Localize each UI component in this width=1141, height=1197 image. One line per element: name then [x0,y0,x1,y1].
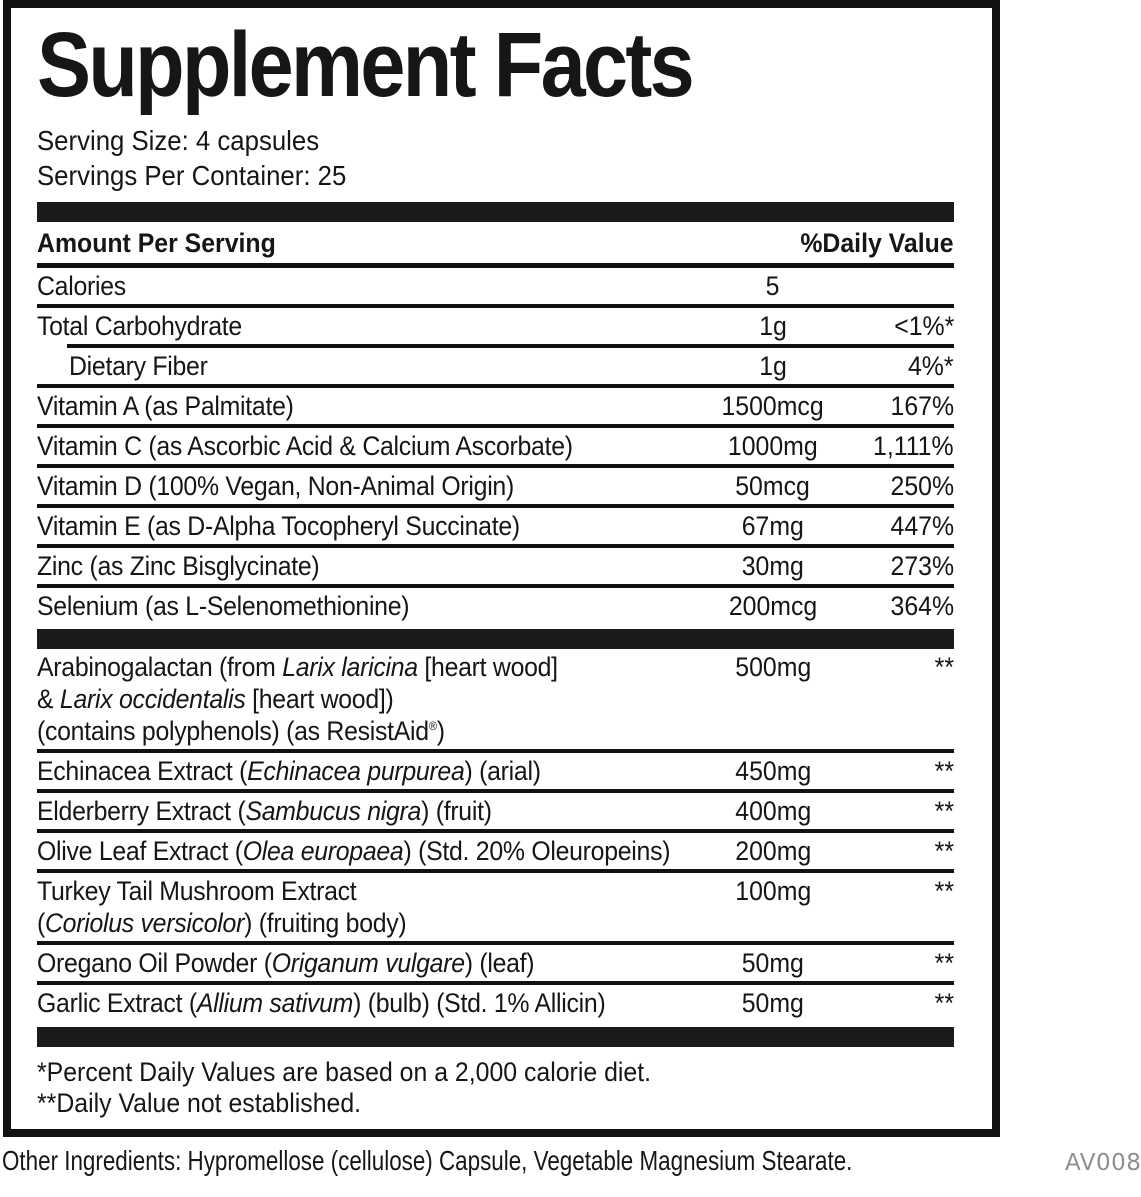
amount-value: 1500mcg [721,391,825,422]
table-row [37,753,954,789]
table-row [37,649,954,749]
ingredient-name-line: Dietary Fiber [69,351,208,382]
daily-value: ** [934,948,954,979]
product-code: AV008 [1065,1150,1141,1177]
amount-value: 50mg [741,948,805,979]
ingredient-name [37,651,683,747]
amount-value: 450mg [735,756,811,787]
table-header [37,222,954,268]
ingredient-name-line: Olive Leaf Extract (Olea europaea) (Std. 20% Oleuropeins) [37,836,671,867]
daily-value: 273% [890,551,954,582]
ingredient-name-line: Calories [37,271,126,302]
ingredient-name-line: Oregano Oil Powder (Origanum vulgare) (leaf) [37,948,535,979]
ingredient-name-line: Vitamin E (as D-Alpha Tocopheryl Succinate) [37,511,520,542]
ingredient-name [37,390,683,422]
amount-value: 400mg [735,796,811,827]
ingredient-name [37,310,683,342]
serving-info [37,123,954,193]
ingredient-name-line: Zinc (as Zinc Bisglycinate) [37,551,320,582]
servings-per-container: Servings Per Container: 25 [37,160,347,192]
ingredient-name [37,550,683,582]
amount-value: 50mg [741,988,805,1019]
amount-value: 5 [766,271,780,302]
table-row [37,428,954,464]
ingredient-name-line: Arabinogalactan (from Larix laricina [heart wood] [37,652,558,683]
table-row [37,793,954,829]
daily-value: <1%* [893,311,954,342]
other-ingredients-line [0,1137,1141,1179]
amount-value: 30mg [741,551,805,582]
daily-value: 167% [890,391,954,422]
separator-bar-middle [37,629,954,649]
amount-value: 67mg [741,511,805,542]
daily-value: 447% [890,511,954,542]
ingredient-name-line: Echinacea Extract (Echinacea purpurea) (arial) [37,756,541,787]
table-row [37,508,954,544]
ingredient-name-line: Garlic Extract (Allium sativum) (bulb) (Std. 1% Allicin) [37,988,606,1019]
table-row [37,873,954,941]
botanicals-section [37,649,954,1021]
ingredient-name-line: (Coriolus versicolor) (fruiting body) [37,908,407,939]
ingredient-name [37,947,683,979]
table-row [37,308,954,344]
ingredient-name-line: Selenium (as L-Selenomethionine) [37,591,410,622]
ingredient-name [37,350,683,382]
table-row [37,468,954,504]
amount-value: 1g [759,351,787,382]
daily-value: ** [934,796,954,827]
footnote-daily-values: *Percent Daily Values are based on a 2,000 calorie diet. [37,1057,652,1088]
separator-bar-bottom [37,1027,954,1047]
footnotes [37,1057,954,1119]
table-row [37,548,954,584]
amount-value: 200mcg [728,591,818,622]
amount-value: 100mg [735,876,811,907]
table-row [37,985,954,1021]
ingredient-name [37,875,683,939]
serving-size: Serving Size: 4 capsules [37,125,320,157]
ingredient-name [37,510,683,542]
daily-value: ** [934,836,954,867]
daily-value [863,270,954,302]
ingredient-name [37,835,683,867]
amount-value: 50mcg [735,471,811,502]
supplement-facts-panel [3,0,1000,1137]
ingredient-name [37,590,683,622]
daily-value: 364% [890,591,954,622]
ingredient-name-line: (contains polyphenols) (as ResistAid®) [37,716,445,747]
ingredient-name [37,987,683,1019]
separator-bar-top [37,202,954,222]
ingredient-name [37,430,683,462]
daily-value: ** [934,876,954,907]
table-row [37,388,954,424]
daily-value: 1,111% [873,431,954,462]
ingredient-name-line: & Larix occidentalis [heart wood]) [37,684,394,715]
daily-value: ** [934,756,954,787]
ingredient-name-line: Vitamin C (as Ascorbic Acid & Calcium Ascorbate) [37,431,573,462]
ingredient-name-line: Turkey Tail Mushroom Extract [37,876,357,907]
table-row [37,348,954,384]
table-row [37,833,954,869]
daily-value-header: %Daily Value [800,228,954,259]
ingredient-name [37,470,683,502]
daily-value: 250% [890,471,954,502]
daily-value: ** [934,988,954,1019]
ingredient-name [37,270,683,302]
amount-value: 200mg [735,836,811,867]
table-row [37,268,954,304]
ingredient-name-line: Total Carbohydrate [37,311,242,342]
other-ingredients-text: Other Ingredients: Hypromellose (cellulose) Capsule, Vegetable Magnesium Stearate. [2,1145,853,1177]
ingredient-name-line: Vitamin D (100% Vegan, Non-Animal Origin) [37,471,514,502]
footnote-not-established: **Daily Value not established. [37,1088,362,1119]
amount-value: 1000mg [728,431,818,462]
ingredient-name [37,755,683,787]
ingredient-name-line: Vitamin A (as Palmitate) [37,391,294,422]
amount-value: 1g [759,311,787,342]
daily-value: ** [934,652,954,683]
amount-per-serving-header: Amount Per Serving [37,228,276,259]
table-row [37,588,954,624]
nutrients-section [37,268,954,624]
amount-value: 500mg [735,652,811,683]
daily-value: 4%* [908,351,954,382]
page-title: Supplement Facts [37,14,693,116]
ingredient-name-line: Elderberry Extract (Sambucus nigra) (fruit) [37,796,492,827]
table-row [37,945,954,981]
ingredient-name [37,795,683,827]
